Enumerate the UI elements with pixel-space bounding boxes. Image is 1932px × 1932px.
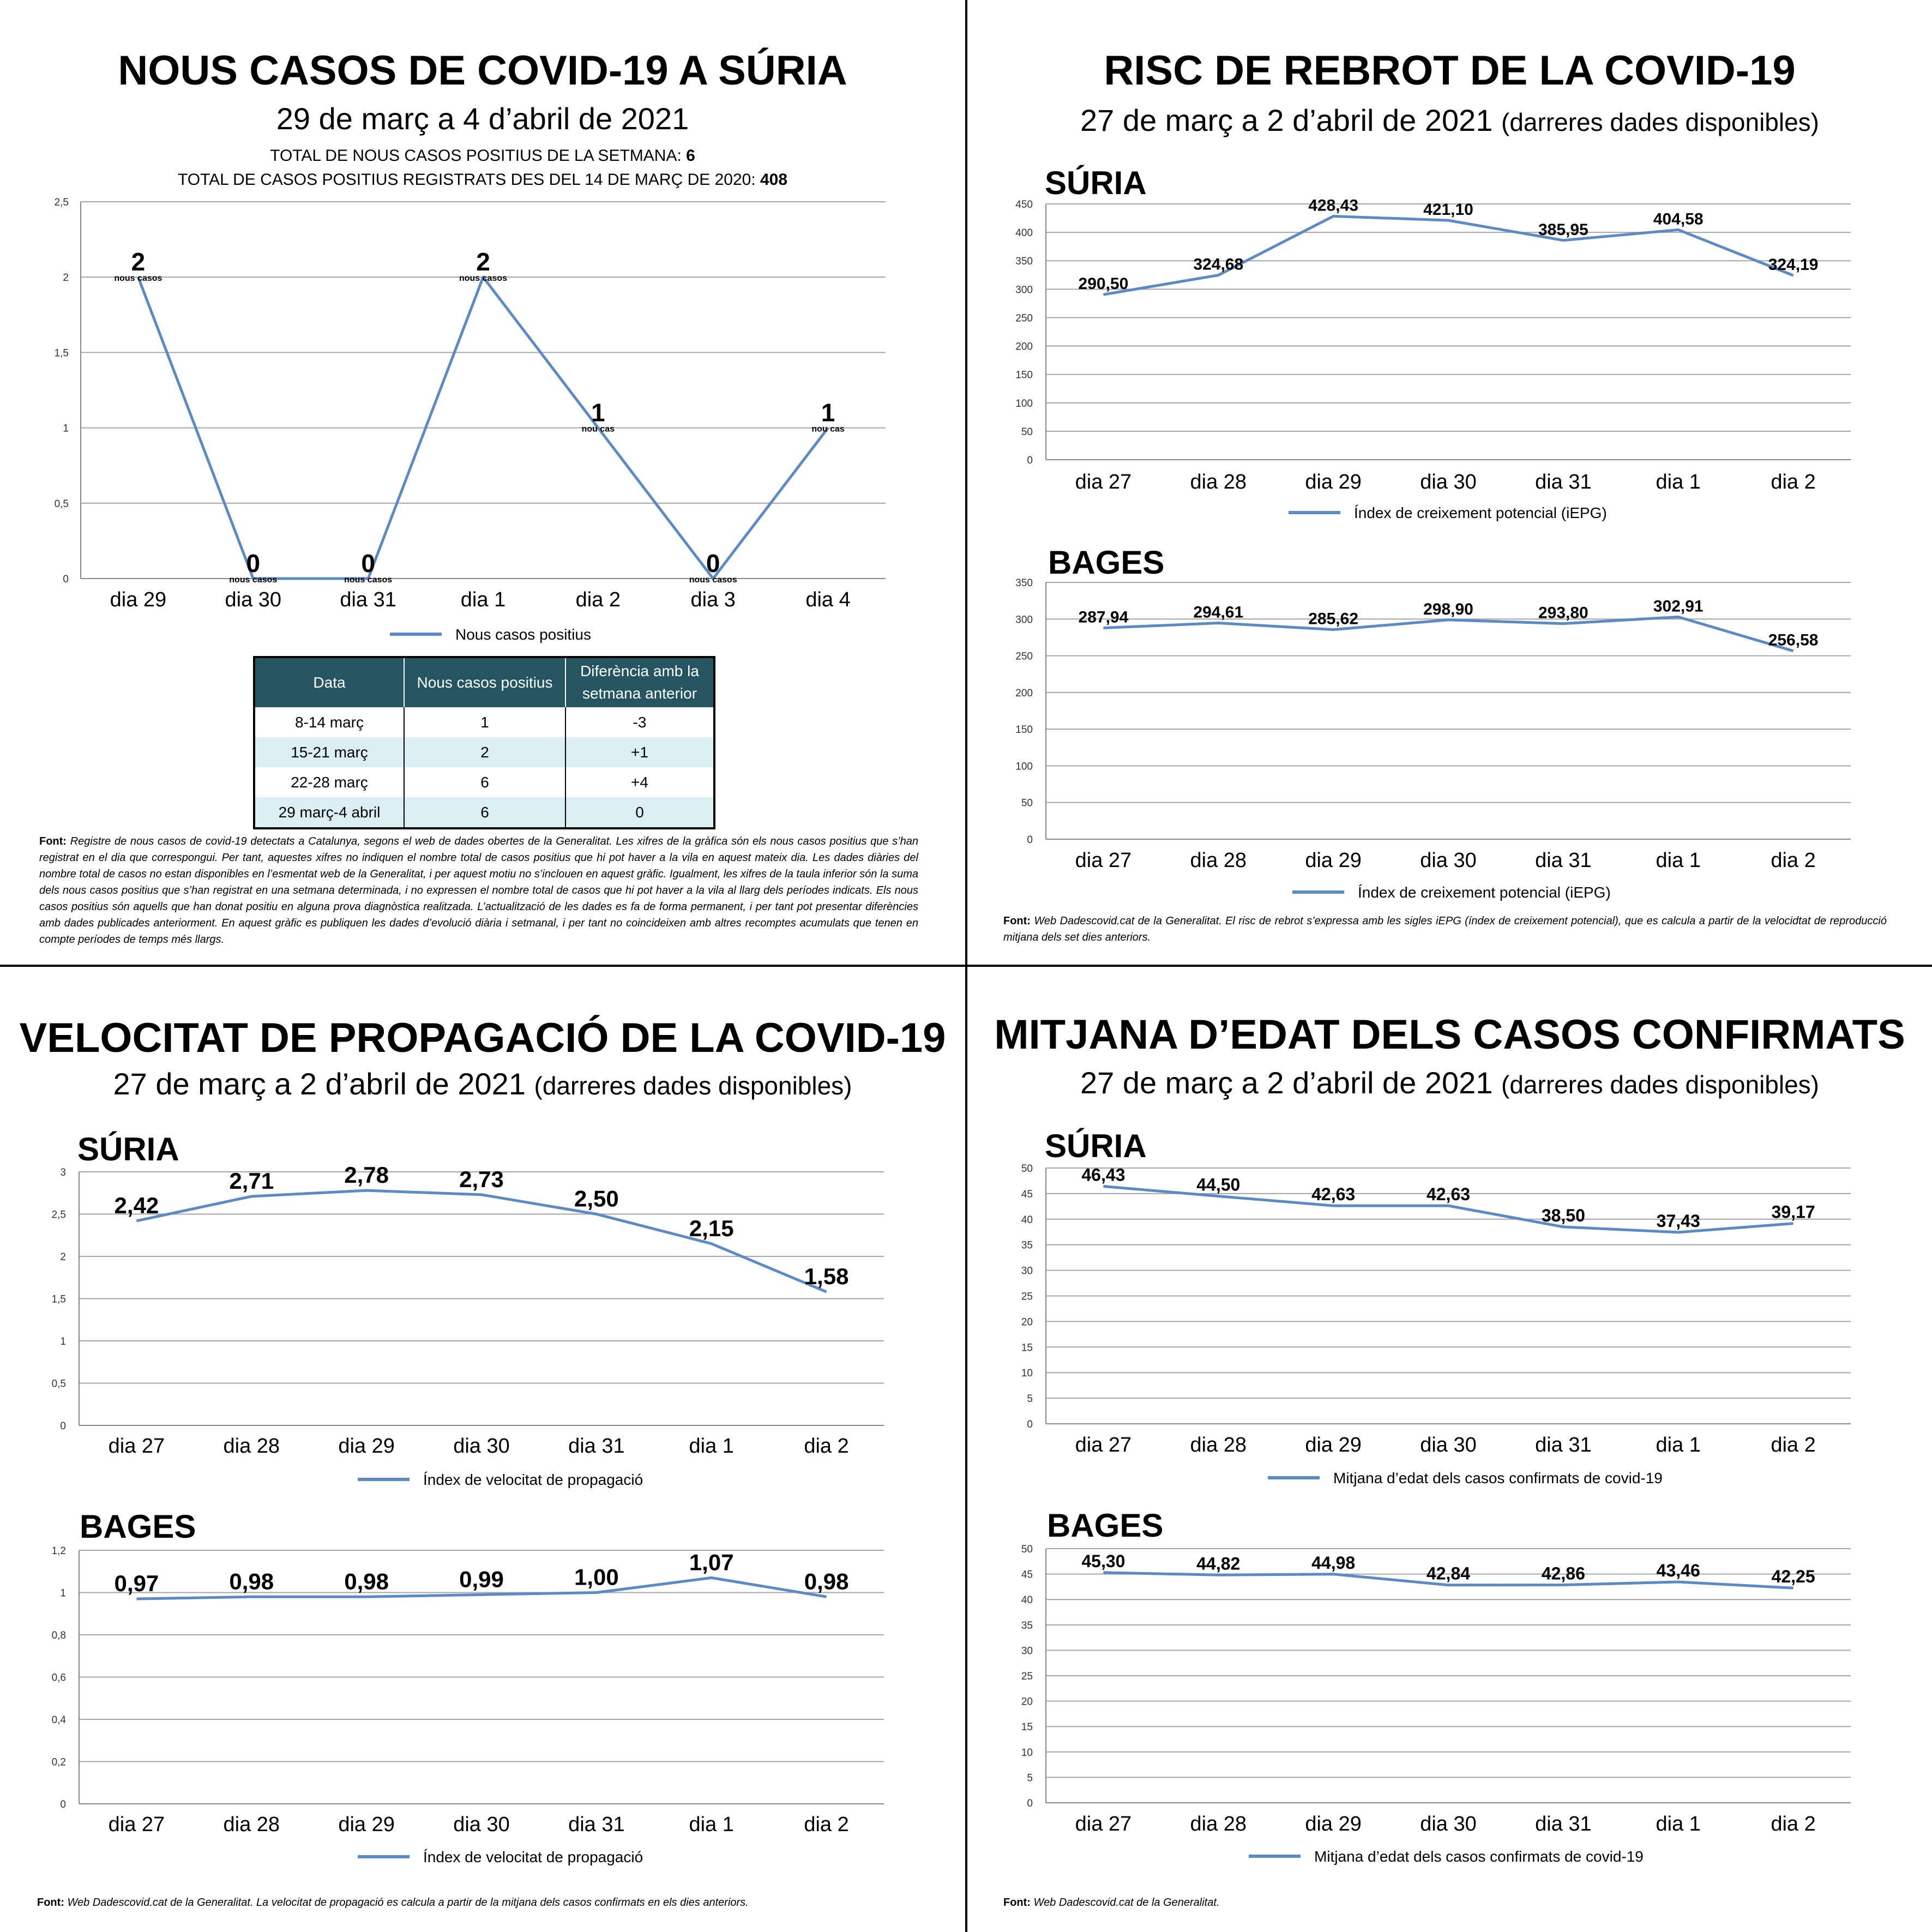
y-tick-label: 50 bbox=[1021, 1544, 1033, 1555]
y-tick-label: 10 bbox=[1021, 1747, 1033, 1759]
y-tick-label: 100 bbox=[1015, 398, 1033, 410]
x-tick-label: dia 31 bbox=[1535, 1434, 1592, 1456]
x-tick-label: dia 27 bbox=[1075, 1434, 1132, 1456]
x-tick-label: dia 27 bbox=[1075, 1813, 1132, 1835]
edat-place-bages: BAGES bbox=[1047, 1507, 1164, 1544]
table-header-date: Data bbox=[254, 657, 404, 707]
source-text: Registre de nous casos de covid-19 detectats a Catalunya, segons el web de dades obertes de la Generalitat. Les xifres de la gràfica són els nous casos positius que s’han registrat en el dia que correspongui. Per tant, aquestes xifres no indiquen el nombre total de casos positius que hi pot haver a la vila en aquest mateix dia. Les dades diàries del nombre total de casos no estan disponibles en l’esmentat web de la Generalitat, i per aquest motiu no s’inclouen en aquest gràfic. Igualment, les xifres de la taula inferior són la suma dels nous casos positius que s’han registrat en una setmana determinada, i no expressen el nombre total de casos que hi pot haver a la vila al llarg dels períodes indicats. Els nous casos positius són aquells que han donat positiu en alguna prova diagnòstica realitzada. L’actualització de les dades es fa de forma permanent, i per tant pot presentar diferències amb dades publicades anteriorment. En aquest gràfic es publiquen les dades d’evolució diària i setmanal, i per tant no coincideixen amb altres recomptes acumulats que tenen en compte períodes de temps més llargs. bbox=[39, 835, 918, 946]
data-label: 421,10 bbox=[1423, 201, 1473, 219]
data-label: 290,50 bbox=[1078, 275, 1129, 293]
data-label: 2,78 bbox=[344, 1162, 389, 1188]
data-sublabel: nous casos bbox=[229, 575, 278, 585]
x-tick-label: dia 29 bbox=[1305, 849, 1362, 872]
x-tick-label: dia 1 bbox=[1656, 849, 1701, 872]
data-sublabel: nou cas bbox=[581, 424, 615, 434]
data-label: 0 bbox=[706, 549, 720, 577]
table-header-difference: Diferència amb la setmana anterior bbox=[565, 657, 714, 707]
y-tick-label: 1 bbox=[60, 1587, 66, 1599]
y-tick-label: 40 bbox=[1021, 1594, 1033, 1606]
y-tick-label: 15 bbox=[1021, 1722, 1033, 1734]
y-tick-label: 0 bbox=[1027, 1419, 1033, 1430]
data-label: 1,58 bbox=[804, 1263, 849, 1290]
data-label: 294,61 bbox=[1193, 603, 1244, 622]
edat-source-note bbox=[1003, 1894, 1887, 1911]
data-label: 44,50 bbox=[1196, 1175, 1241, 1195]
x-tick-label: dia 29 bbox=[1305, 471, 1362, 493]
legend-label: Índex de creixement potencial (iEPG) bbox=[1354, 504, 1607, 521]
data-label: 2,50 bbox=[574, 1185, 619, 1212]
x-tick-label: dia 30 bbox=[1420, 1434, 1477, 1456]
velocitat-place-bages: BAGES bbox=[80, 1508, 196, 1545]
overall-total-label: TOTAL DE CASOS POSITIUS REGISTRATS DES DEL 14 DE MARÇ DE 2020: bbox=[177, 170, 760, 189]
x-tick-label: dia 29 bbox=[110, 588, 167, 611]
data-sublabel: nous casos bbox=[344, 575, 393, 585]
y-tick-label: 30 bbox=[1021, 1645, 1033, 1657]
data-label: 404,58 bbox=[1653, 210, 1704, 228]
table-cell-date: 15-21 març bbox=[254, 737, 404, 767]
x-tick-label: dia 29 bbox=[338, 1435, 395, 1458]
x-tick-label: dia 2 bbox=[1771, 471, 1816, 493]
data-label: 0 bbox=[361, 549, 375, 577]
x-tick-label: dia 31 bbox=[568, 1435, 625, 1458]
data-label: 0,98 bbox=[229, 1568, 274, 1594]
data-label: 324,19 bbox=[1768, 256, 1819, 274]
y-tick-label: 3 bbox=[60, 1167, 66, 1178]
y-tick-label: 45 bbox=[1021, 1569, 1033, 1581]
risc-subtitle-dates: 27 de març a 2 d’abril de 2021 bbox=[1080, 103, 1493, 137]
y-tick-label: 350 bbox=[1015, 256, 1033, 268]
y-tick-label: 20 bbox=[1021, 1696, 1033, 1708]
y-tick-label: 10 bbox=[1021, 1368, 1033, 1380]
y-tick-label: 1,2 bbox=[51, 1545, 66, 1557]
x-tick-label: dia 1 bbox=[460, 588, 506, 611]
data-label: 385,95 bbox=[1538, 220, 1588, 239]
y-tick-label: 2 bbox=[60, 1251, 66, 1263]
data-label: 42,25 bbox=[1771, 1567, 1815, 1587]
data-label: 1,07 bbox=[689, 1549, 734, 1575]
data-label: 39,17 bbox=[1771, 1202, 1815, 1222]
y-tick-label: 250 bbox=[1015, 312, 1033, 324]
x-tick-label: dia 2 bbox=[1771, 1813, 1816, 1835]
data-label: 45,30 bbox=[1081, 1551, 1126, 1571]
x-tick-label: dia 2 bbox=[804, 1813, 849, 1836]
y-tick-label: 50 bbox=[1021, 426, 1033, 438]
y-tick-label: 15 bbox=[1021, 1342, 1033, 1354]
y-tick-label: 2,5 bbox=[54, 197, 69, 208]
y-tick-label: 150 bbox=[1015, 724, 1033, 736]
velocitat-subtitle-note: (darreres dades disponibles) bbox=[534, 1072, 852, 1100]
x-tick-label: dia 1 bbox=[1656, 1434, 1701, 1456]
x-tick-label: dia 30 bbox=[453, 1435, 510, 1458]
data-sublabel: nous casos bbox=[689, 575, 737, 585]
risc-place-suria: SÚRIA bbox=[1045, 165, 1147, 201]
data-label: 44,82 bbox=[1196, 1554, 1241, 1574]
source-label: Font: bbox=[1003, 1897, 1031, 1909]
x-tick-label: dia 28 bbox=[1190, 1434, 1247, 1456]
data-label: 42,86 bbox=[1541, 1563, 1585, 1584]
x-tick-label: dia 2 bbox=[1771, 849, 1816, 872]
y-tick-label: 0,6 bbox=[51, 1672, 66, 1684]
y-tick-label: 1 bbox=[63, 423, 69, 435]
y-tick-label: 150 bbox=[1015, 369, 1033, 381]
y-tick-label: 0,2 bbox=[51, 1756, 66, 1768]
data-label: 42,63 bbox=[1311, 1184, 1356, 1205]
x-tick-label: dia 31 bbox=[1535, 1813, 1592, 1835]
y-tick-label: 300 bbox=[1015, 284, 1033, 296]
x-tick-label: dia 27 bbox=[1075, 849, 1132, 872]
data-label: 46,43 bbox=[1081, 1165, 1126, 1185]
data-label: 302,91 bbox=[1653, 597, 1704, 616]
x-tick-label: dia 2 bbox=[575, 588, 621, 611]
x-tick-label: dia 27 bbox=[108, 1435, 165, 1458]
y-tick-label: 25 bbox=[1021, 1671, 1033, 1682]
y-tick-label: 35 bbox=[1021, 1239, 1033, 1251]
table-cell-diff: +4 bbox=[631, 773, 648, 791]
data-label: 43,46 bbox=[1656, 1560, 1700, 1580]
y-tick-label: 1,5 bbox=[51, 1293, 66, 1305]
data-label: 1,00 bbox=[574, 1564, 619, 1590]
table-cell-cases: 6 bbox=[404, 767, 565, 797]
x-tick-label: dia 3 bbox=[690, 588, 736, 611]
table-cell-diff: +1 bbox=[565, 737, 714, 767]
table-cell-diff: -3 bbox=[633, 713, 647, 731]
table-cell-diff: 0 bbox=[565, 797, 714, 828]
y-tick-label: 2 bbox=[63, 272, 69, 284]
data-label: 1 bbox=[821, 398, 835, 427]
data-label: 2,71 bbox=[229, 1167, 274, 1194]
source-label: Font: bbox=[37, 1897, 64, 1909]
table-cell-date: 8-14 març bbox=[254, 707, 404, 737]
data-label: 293,80 bbox=[1538, 604, 1588, 622]
x-tick-label: dia 29 bbox=[1305, 1813, 1362, 1835]
data-label: 2,15 bbox=[689, 1215, 734, 1241]
risc-title: RISC DE REBROT DE LA COVID-19 bbox=[1104, 47, 1796, 94]
data-label: 2,42 bbox=[114, 1192, 159, 1218]
source-text: Web Dadescovid.cat de la Generalitat. La velocitat de propagació es calcula a partir de la mitjana dels casos confirmats en els dies anteriors. bbox=[67, 1897, 749, 1909]
velocitat-subtitle-dates: 27 de març a 2 d’abril de 2021 bbox=[113, 1067, 526, 1101]
y-tick-label: 0,4 bbox=[51, 1714, 66, 1726]
table-cell-date: 22-28 març bbox=[254, 767, 404, 797]
edat-place-suria: SÚRIA bbox=[1045, 1128, 1147, 1164]
velocitat-place-suria: SÚRIA bbox=[77, 1131, 179, 1167]
y-tick-label: 400 bbox=[1015, 227, 1033, 239]
x-tick-label: dia 31 bbox=[340, 588, 396, 611]
x-tick-label: dia 28 bbox=[1190, 1813, 1247, 1835]
x-tick-label: dia 28 bbox=[1190, 849, 1247, 872]
edat-subtitle-dates: 27 de març a 2 d’abril de 2021 bbox=[1080, 1066, 1493, 1100]
data-label: 428,43 bbox=[1308, 196, 1359, 215]
y-tick-label: 25 bbox=[1021, 1291, 1033, 1303]
x-tick-label: dia 27 bbox=[108, 1813, 165, 1836]
x-tick-label: dia 2 bbox=[804, 1435, 849, 1458]
x-tick-label: dia 31 bbox=[568, 1813, 625, 1836]
nous-casos-subtitle: 29 de març a 4 d’abril de 2021 bbox=[276, 101, 689, 136]
velocitat-title: VELOCITAT DE PROPAGACIÓ DE LA COVID-19 bbox=[19, 1015, 946, 1061]
x-tick-label: dia 30 bbox=[225, 588, 282, 611]
x-tick-label: dia 30 bbox=[1420, 1813, 1477, 1835]
source-text: Web Dadescovid.cat de la Generalitat. bbox=[1033, 1897, 1220, 1909]
y-tick-label: 0,5 bbox=[51, 1378, 66, 1390]
y-tick-label: 300 bbox=[1015, 614, 1033, 626]
x-tick-label: dia 30 bbox=[1420, 849, 1477, 872]
risc-subtitle-note: (darreres dades disponibles) bbox=[1501, 108, 1820, 136]
y-tick-label: 20 bbox=[1021, 1316, 1033, 1328]
data-label: 42,84 bbox=[1426, 1563, 1471, 1584]
x-tick-label: dia 29 bbox=[338, 1813, 395, 1836]
data-label: 37,43 bbox=[1656, 1211, 1700, 1231]
edat-subtitle-note: (darreres dades disponibles) bbox=[1501, 1070, 1820, 1099]
source-text: Web Dadescovid.cat de la Generalitat. El risc de rebrot s’expressa amb les sigles iEPG (índex de creixement potencial), que es calcula a partir de la velocidtat de reproducció mitjana dels set dies anteriors. bbox=[1003, 915, 1887, 943]
x-tick-label: dia 27 bbox=[1075, 471, 1132, 493]
table-cell-cases: 1 bbox=[404, 707, 565, 737]
y-tick-label: 0 bbox=[60, 1799, 66, 1810]
y-tick-label: 0,5 bbox=[54, 498, 69, 510]
y-tick-label: 200 bbox=[1015, 341, 1033, 353]
legend-label: Mitjana d’edat dels casos confirmats de covid-19 bbox=[1314, 1848, 1644, 1865]
y-tick-label: 450 bbox=[1015, 199, 1033, 210]
x-tick-label: dia 1 bbox=[689, 1813, 734, 1836]
data-label: 1 bbox=[591, 398, 605, 427]
data-label: 44,98 bbox=[1311, 1552, 1356, 1573]
table-cell-cases: 2 bbox=[404, 737, 565, 767]
x-tick-label: dia 4 bbox=[805, 588, 851, 611]
data-label: 287,94 bbox=[1078, 608, 1129, 627]
data-label: 2 bbox=[131, 248, 146, 276]
y-tick-label: 2,5 bbox=[51, 1209, 66, 1221]
edat-title: MITJANA D’EDAT DELS CASOS CONFIRMATS bbox=[994, 1012, 1905, 1058]
overall-total-value: 408 bbox=[760, 170, 788, 189]
data-label: 256,58 bbox=[1768, 631, 1819, 649]
nous-casos-title: NOUS CASOS DE COVID-19 A SÚRIA bbox=[118, 47, 847, 94]
legend-label: Índex de velocitat de propagació bbox=[423, 1471, 643, 1488]
y-tick-label: 5 bbox=[1027, 1772, 1033, 1784]
y-tick-label: 50 bbox=[1021, 1163, 1033, 1175]
week-total-label: TOTAL DE NOUS CASOS POSITIUS DE LA SETMANA: bbox=[270, 147, 687, 165]
y-tick-label: 45 bbox=[1021, 1188, 1033, 1200]
x-tick-label: dia 29 bbox=[1305, 1434, 1362, 1456]
y-tick-label: 200 bbox=[1015, 687, 1033, 699]
y-tick-label: 5 bbox=[1027, 1393, 1033, 1405]
x-tick-label: dia 1 bbox=[1656, 1813, 1701, 1835]
legend-label: Mitjana d’edat dels casos confirmats de covid-19 bbox=[1333, 1470, 1663, 1486]
y-tick-label: 1,5 bbox=[54, 347, 69, 359]
y-tick-label: 50 bbox=[1021, 797, 1033, 809]
source-label: Font: bbox=[39, 835, 67, 847]
data-label: 324,68 bbox=[1193, 255, 1244, 274]
data-label: 0,98 bbox=[804, 1568, 849, 1594]
y-tick-label: 0 bbox=[60, 1421, 66, 1432]
data-label: 2 bbox=[476, 248, 490, 276]
data-label: 2,73 bbox=[459, 1166, 504, 1192]
data-sublabel: nous casos bbox=[459, 274, 508, 284]
table-cell-cases: 6 bbox=[404, 797, 565, 828]
data-label: 38,50 bbox=[1541, 1205, 1585, 1225]
table-header-new-cases: Nous casos positius bbox=[404, 657, 565, 707]
x-tick-label: dia 1 bbox=[689, 1435, 734, 1458]
y-tick-label: 1 bbox=[60, 1336, 66, 1347]
risc-place-bages: BAGES bbox=[1048, 544, 1165, 581]
x-tick-label: dia 31 bbox=[1535, 471, 1592, 493]
x-tick-label: dia 31 bbox=[1535, 849, 1592, 872]
x-tick-label: dia 28 bbox=[1190, 471, 1247, 493]
y-tick-label: 40 bbox=[1021, 1214, 1033, 1226]
legend-label: Nous casos positius bbox=[455, 626, 592, 643]
data-label: 0,97 bbox=[114, 1570, 159, 1597]
y-tick-label: 0,8 bbox=[51, 1630, 66, 1641]
y-tick-label: 0 bbox=[1027, 455, 1033, 466]
y-tick-label: 100 bbox=[1015, 761, 1033, 773]
source-label: Font: bbox=[1003, 915, 1031, 927]
x-tick-label: dia 30 bbox=[453, 1813, 510, 1836]
legend-label: Índex de creixement potencial (iEPG) bbox=[1358, 884, 1611, 901]
data-label: 0,98 bbox=[344, 1568, 389, 1594]
data-label: 0 bbox=[246, 549, 261, 577]
data-label: 285,62 bbox=[1308, 610, 1359, 628]
x-tick-label: dia 28 bbox=[223, 1813, 280, 1836]
x-tick-label: dia 2 bbox=[1771, 1434, 1816, 1456]
data-label: 298,90 bbox=[1423, 600, 1473, 618]
data-label: 0,99 bbox=[459, 1566, 504, 1592]
x-tick-label: dia 28 bbox=[223, 1435, 280, 1458]
x-tick-label: dia 30 bbox=[1420, 471, 1477, 493]
data-sublabel: nous casos bbox=[114, 274, 162, 284]
week-total-value: 6 bbox=[686, 147, 695, 165]
y-tick-label: 250 bbox=[1015, 651, 1033, 663]
x-tick-label: dia 1 bbox=[1656, 471, 1701, 493]
data-sublabel: nou cas bbox=[811, 424, 845, 434]
table-cell-date: 29 març-4 abril bbox=[254, 797, 404, 828]
y-tick-label: 0 bbox=[63, 574, 69, 585]
y-tick-label: 0 bbox=[1027, 1798, 1033, 1809]
y-tick-label: 35 bbox=[1021, 1620, 1033, 1632]
y-tick-label: 30 bbox=[1021, 1265, 1033, 1277]
y-tick-label: 0 bbox=[1027, 834, 1033, 846]
y-tick-label: 350 bbox=[1015, 577, 1033, 589]
data-label: 42,63 bbox=[1426, 1184, 1471, 1205]
legend-label: Índex de velocitat de propagació bbox=[423, 1849, 643, 1865]
